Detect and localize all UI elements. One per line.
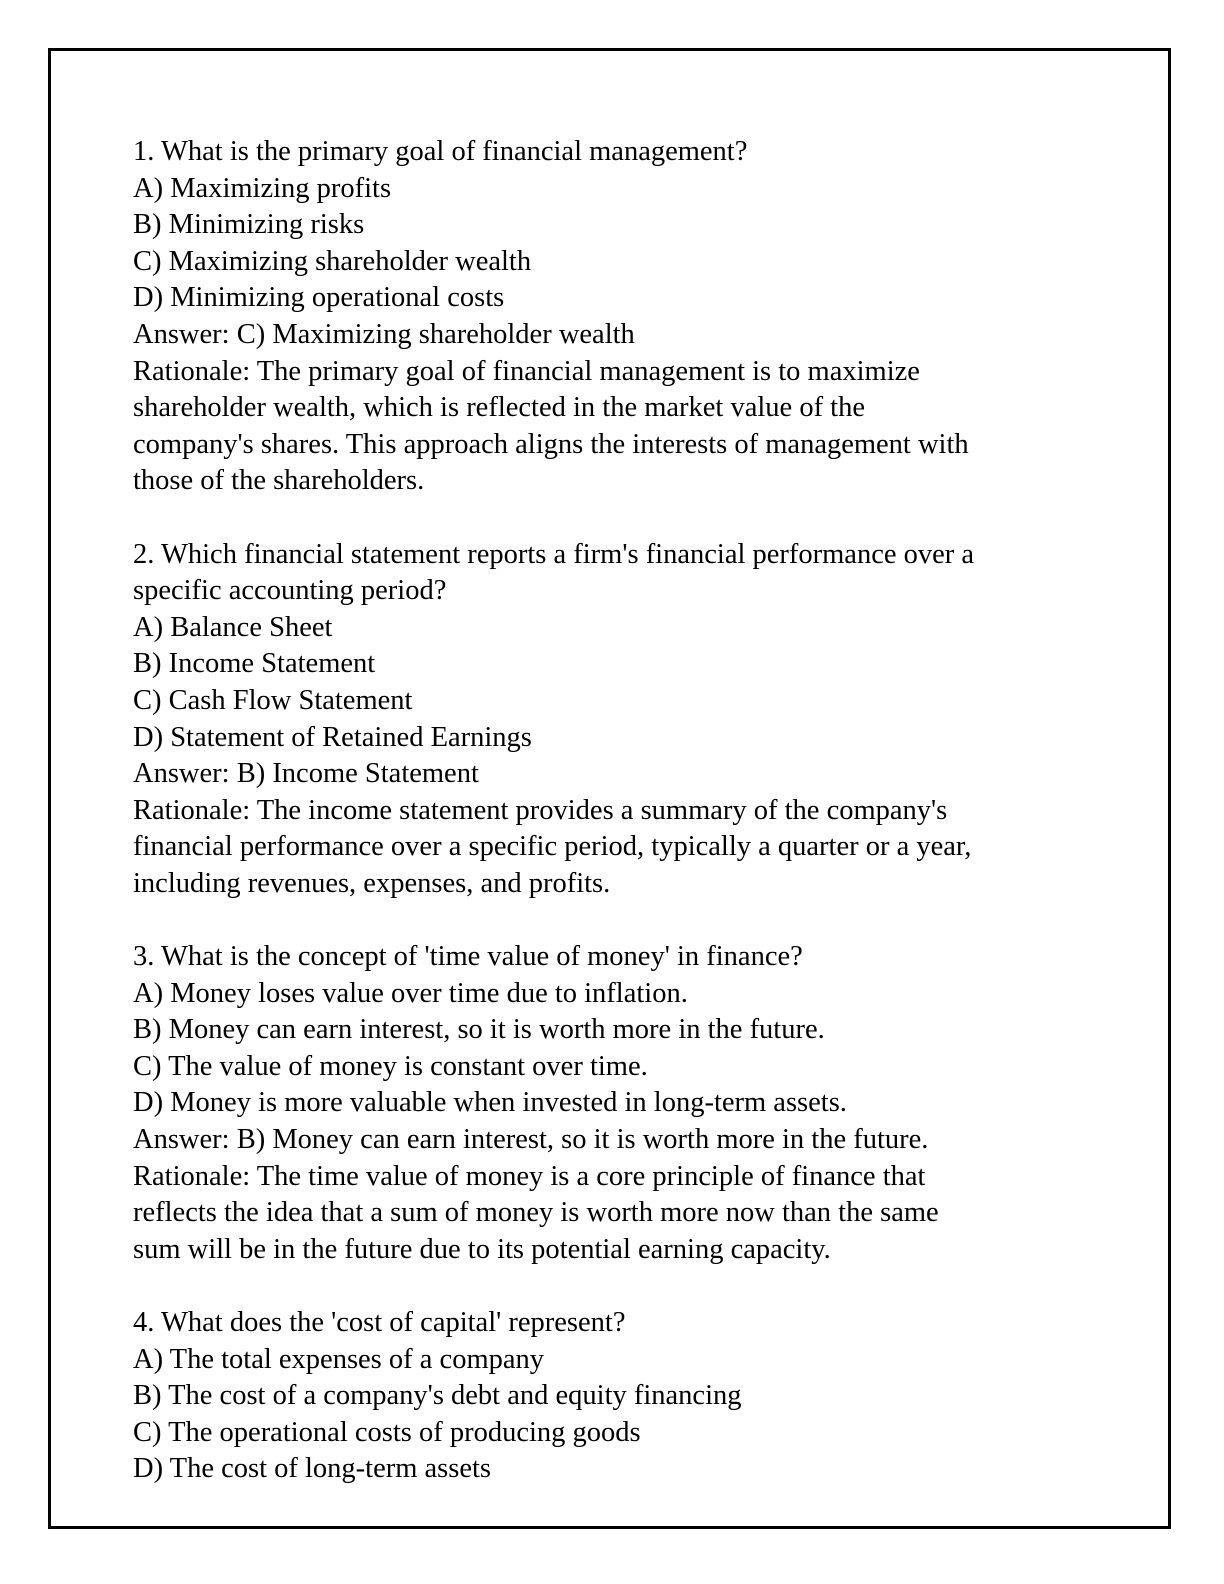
option-d: D) Money is more valuable when invested in long-term assets. — [133, 1087, 847, 1119]
option-a: A) Maximizing profits — [133, 172, 392, 204]
option-d: D) Statement of Retained Earnings — [133, 721, 532, 753]
question-text-continued: specific accounting period? — [133, 575, 447, 607]
question-block-4 — [133, 1305, 1133, 1488]
question-block-1 — [133, 134, 1133, 500]
question-text: 3. What is the concept of 'time value of money' in finance? — [133, 941, 803, 973]
question-text: 1. What is the primary goal of financial management? — [133, 136, 748, 167]
option-a: A) The total expenses of a company — [133, 1343, 545, 1375]
option-b: B) Income Statement — [133, 648, 376, 680]
answer-text: Answer: B) Income Statement — [133, 758, 479, 790]
option-d: D) Minimizing operational costs — [133, 282, 505, 314]
option-c: C) The operational costs of producing goods — [133, 1416, 641, 1448]
rationale-line: reflects the idea that a sum of money is worth more now than the same — [133, 1197, 939, 1229]
rationale-line: including revenues, expenses, and profits. — [133, 867, 611, 899]
option-c: C) The value of money is constant over time. — [133, 1050, 648, 1082]
question-text: 4. What does the 'cost of capital' represent? — [133, 1307, 626, 1338]
answer-text: Answer: C) Maximizing shareholder wealth — [133, 318, 635, 350]
question-text: 2. Which financial statement reports a firm's financial performance over a — [133, 538, 975, 570]
option-c: C) Cash Flow Statement — [133, 684, 413, 716]
option-c: C) Maximizing shareholder wealth — [133, 245, 532, 277]
rationale-line: company's shares. This approach aligns the interests of management with — [133, 428, 969, 460]
rationale-line: Rationale: The time value of money is a core principle of finance that — [133, 1160, 926, 1192]
rationale-line: Rationale: The income statement provides a summary of the company's — [133, 794, 948, 826]
option-a: A) Money loses value over time due to inflation. — [133, 977, 688, 1009]
question-block-2 — [133, 537, 1133, 903]
option-a: A) Balance Sheet — [133, 611, 333, 643]
option-d: D) The cost of long-term assets — [133, 1453, 492, 1485]
option-b: B) Money can earn interest, so it is worth more in the future. — [133, 1014, 825, 1046]
rationale-line: Rationale: The primary goal of financial management is to maximize — [133, 355, 920, 387]
question-block-3 — [133, 939, 1133, 1268]
rationale-line: sum will be in the future due to its potential earning capacity. — [133, 1233, 831, 1265]
answer-text: Answer: B) Money can earn interest, so it is worth more in the future. — [133, 1124, 929, 1156]
rationale-line: shareholder wealth, which is reflected in the market value of the — [133, 392, 865, 424]
option-b: B) Minimizing risks — [133, 209, 365, 241]
option-b: B) The cost of a company's debt and equity financing — [133, 1380, 742, 1412]
rationale-line: those of the shareholders. — [133, 465, 425, 497]
document-content — [133, 134, 1133, 1525]
rationale-line: financial performance over a specific period, typically a quarter or a year, — [133, 831, 972, 863]
